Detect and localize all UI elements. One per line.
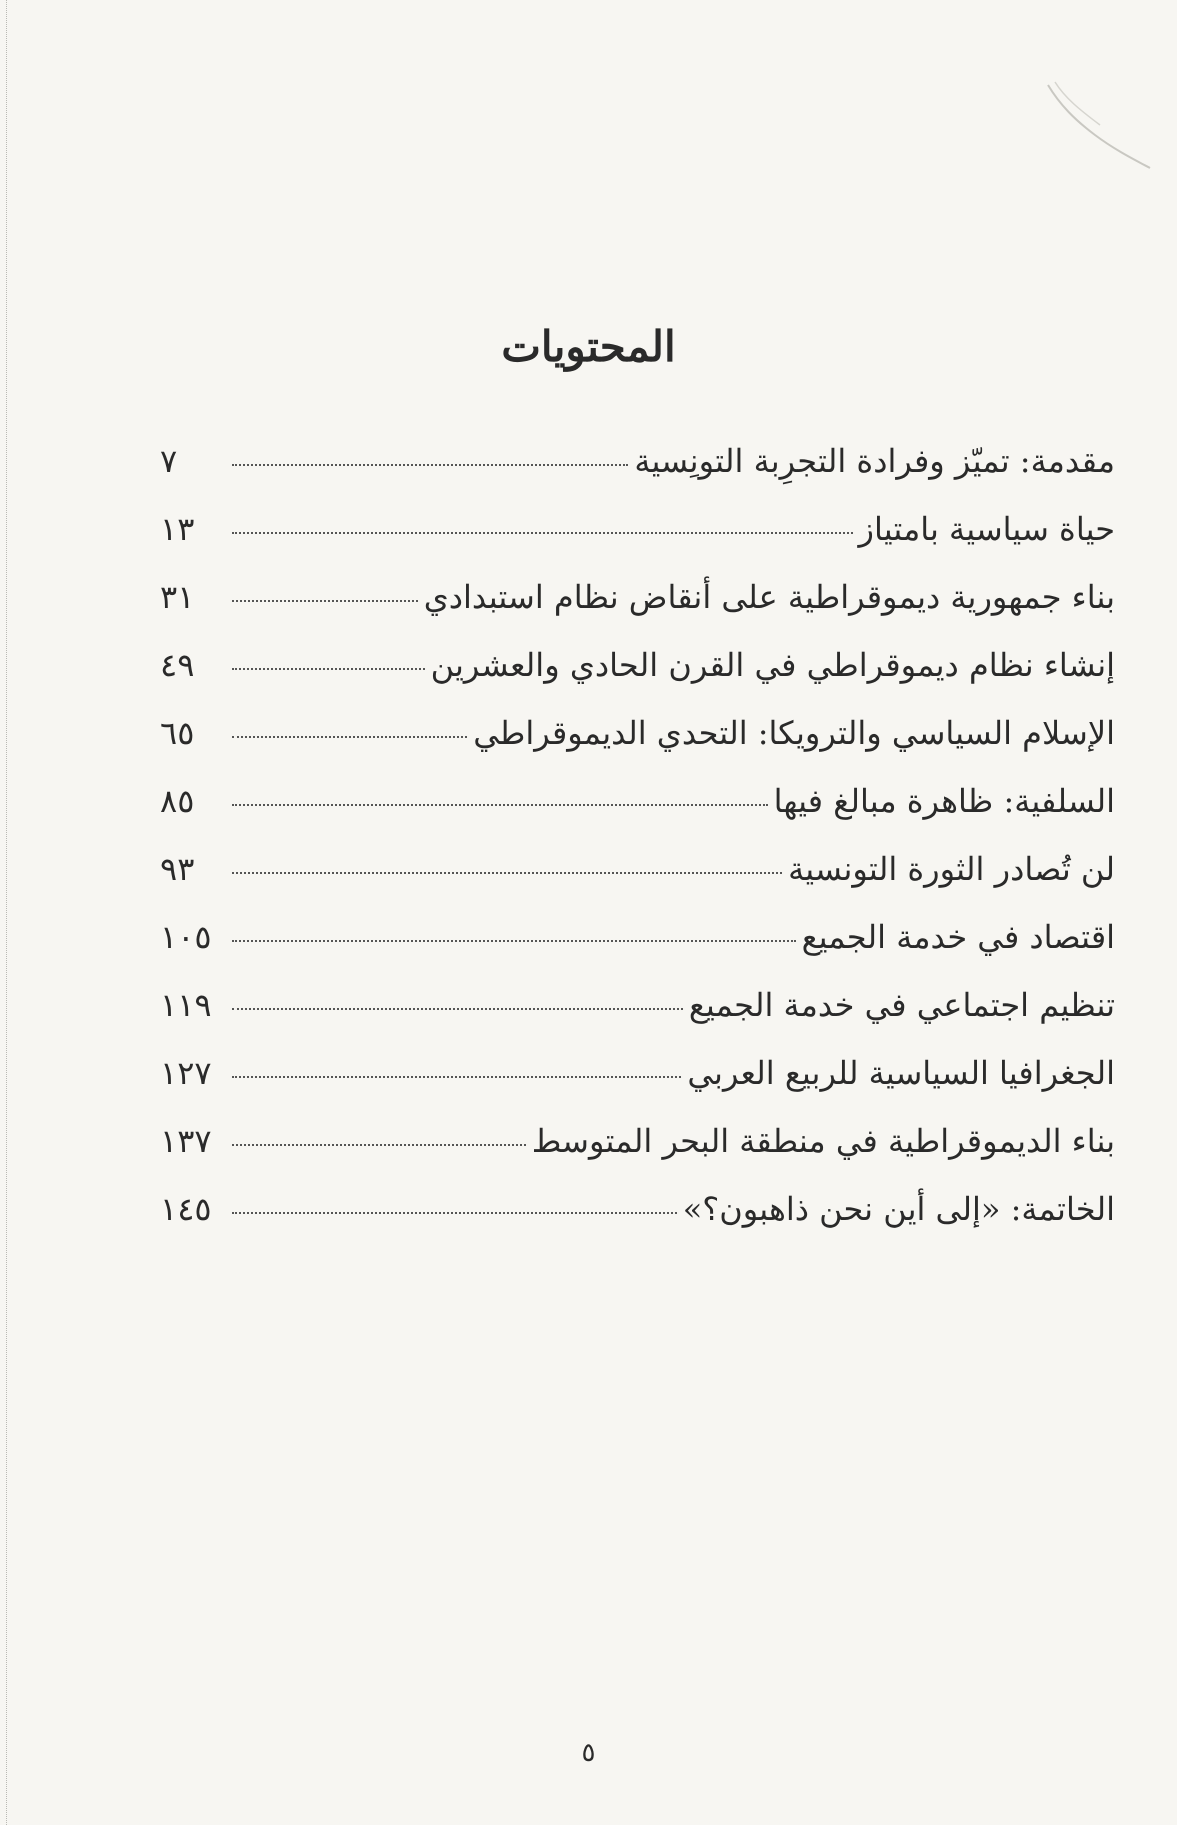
toc-dot-leader — [232, 736, 467, 738]
toc-entry[interactable] — [160, 1190, 1115, 1258]
toc-dot-leader — [232, 1008, 683, 1010]
toc-entry-title: الجغرافيا السياسية للربيع العربي — [687, 1054, 1115, 1092]
toc-entry-page: ١٣ — [160, 510, 195, 548]
toc-entry[interactable] — [160, 1054, 1115, 1122]
toc-entry-page: ١١٩ — [160, 986, 212, 1024]
toc-entry-title: بناء الديموقراطية في منطقة البحر المتوسط — [531, 1122, 1115, 1160]
toc-entry[interactable] — [160, 1122, 1115, 1190]
toc-entry-page: ١٣٧ — [160, 1122, 212, 1160]
scan-smudge-mark — [1040, 80, 1160, 170]
toc-entry-title: حياة سياسية بامتياز — [858, 510, 1115, 548]
toc-entry-page: ٨٥ — [160, 782, 195, 820]
page-edge-scan-artifact — [6, 0, 7, 1825]
page-title: المحتويات — [501, 322, 676, 371]
toc-entry-page: ١٤٥ — [160, 1190, 212, 1228]
toc-entry[interactable] — [160, 918, 1115, 986]
toc-dot-leader — [232, 1144, 526, 1146]
toc-entry-page: ٣١ — [160, 578, 195, 616]
toc-entry-page: ٤٩ — [160, 646, 195, 684]
toc-entry-title: مقدمة: تميّز وفرادة التجرِبة التونِسية — [634, 442, 1115, 480]
toc-entry-page: ١٠٥ — [160, 918, 212, 956]
toc-entry-page: ٦٥ — [160, 714, 195, 752]
toc-dot-leader — [232, 804, 768, 806]
toc-entry-title: لن تُصادر الثورة التونسية — [788, 850, 1115, 888]
toc-entry-page: ٧ — [160, 442, 178, 480]
toc-dot-leader — [232, 668, 425, 670]
toc-entry-page: ٩٣ — [160, 850, 195, 888]
toc-dot-leader — [232, 600, 418, 602]
toc-entry-title: الخاتمة: «إلى أين نحن ذاهبون؟» — [682, 1190, 1115, 1228]
toc-entry[interactable] — [160, 510, 1115, 578]
toc-entry[interactable] — [160, 986, 1115, 1054]
toc-entry-title: اقتصاد في خدمة الجميع — [801, 918, 1115, 956]
toc-dot-leader — [232, 1076, 681, 1078]
toc-entry[interactable] — [160, 850, 1115, 918]
toc-entry-title: الإسلام السياسي والترويكا: التحدي الديموقراطي — [473, 714, 1115, 752]
toc-entry-page: ١٢٧ — [160, 1054, 212, 1092]
toc-dot-leader — [232, 1212, 677, 1214]
page-number: ٥ — [581, 1738, 596, 1768]
table-of-contents — [160, 442, 1115, 1258]
toc-entry-title: إنشاء نظام ديموقراطي في القرن الحادي والعشرين — [430, 646, 1115, 684]
toc-dot-leader — [232, 872, 782, 874]
toc-entry-title: تنظيم اجتماعي في خدمة الجميع — [688, 986, 1115, 1024]
toc-entry[interactable] — [160, 646, 1115, 714]
toc-entry-title: بناء جمهورية ديموقراطية على أنقاض نظام استبدادي — [423, 578, 1115, 616]
toc-entry[interactable] — [160, 442, 1115, 510]
toc-dot-leader — [232, 532, 853, 534]
toc-entry-title: السلفية: ظاهرة مبالغ فيها — [773, 782, 1115, 820]
toc-entry[interactable] — [160, 578, 1115, 646]
toc-dot-leader — [232, 464, 628, 466]
toc-entry[interactable] — [160, 782, 1115, 850]
toc-dot-leader — [232, 940, 796, 942]
toc-entry[interactable] — [160, 714, 1115, 782]
